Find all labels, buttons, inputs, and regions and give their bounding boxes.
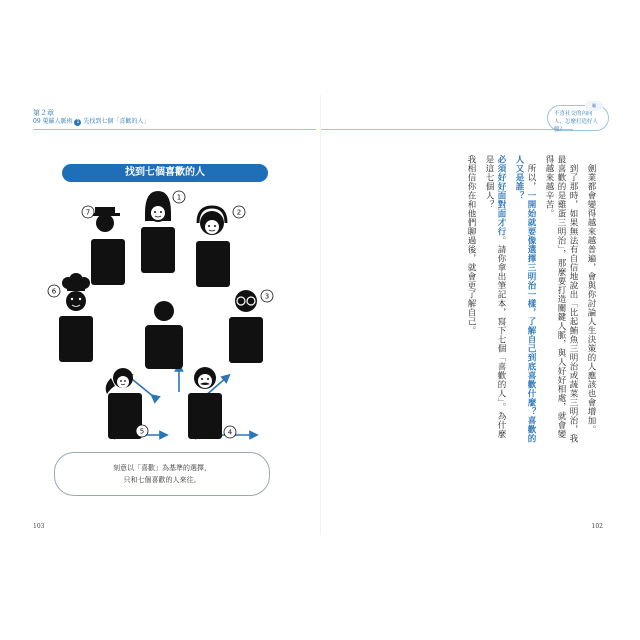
num-6: 6 [51,287,57,296]
body-text-vertical [459,155,597,445]
paragraph-3b [483,155,507,445]
person-2 [196,207,230,287]
p3-suffix: 。請你拿出筆記本，寫下七個「喜歡的人」。為什麼是這七個人？ [484,155,506,439]
num-7: 7 [85,208,91,217]
subtitle-text: 先找到七個「喜歡的人」 [83,118,150,125]
person-4 [188,367,222,439]
p3-prefix: 所以， [526,163,536,191]
paragraph-3 [513,155,537,445]
person-6 [59,273,93,362]
paragraph-4: 我相信你在和他們聊過後，就會更了解自己。 [466,155,476,335]
num-4: 4 [227,428,233,437]
section-number-badge: 1 [76,119,80,125]
caption-line-1: 刻意以「喜歡」為基準的選擇， [113,464,211,472]
page-number-left: 103 [33,523,45,530]
page-number-right: 102 [591,523,603,530]
subtitle-prefix: 09 蒐羅人脈術 [33,118,73,125]
right-page [320,95,617,535]
person-center [145,301,183,369]
p3-highlight-1: 一開始就要像選擇三明治一樣，了解自己到底喜歡什麼？喜歡的人又是誰？ [514,155,536,443]
num-2: 2 [236,208,242,217]
num-5: 5 [139,427,145,436]
chapter-label: 第２章 [33,109,54,117]
paragraph-1: 劍業都會變得越來越普遍，會與你討論人生決策的人應該也會增加。 [586,163,596,434]
header-ear-label: 職 [585,101,603,111]
book-title-bubble: 不喜社交的內向人，怎麼打造好人脈？ [547,105,609,131]
caption-bubble [54,452,270,496]
person-3 [229,290,263,363]
person-7 [90,207,125,285]
num-1: 1 [176,193,182,202]
header-rule-right [321,129,573,130]
person-1 [141,191,175,273]
caption-line-2: 只和七個喜歡的人來往。 [123,476,201,484]
left-page [24,95,316,535]
p3-highlight-2: 必須好好面對面才行 [496,155,506,236]
num-3: 3 [264,292,270,301]
paragraph-2: 到了那時，如果無法有自信地說出「比起鮪魚三明治或蔬菜三明治，我最喜歡的是雞蛋三明治」，那麼要打造關鍵人脈，與人好好相處，就會變得越來越辛苦。 [544,155,578,443]
figures [59,191,263,439]
diagram-title-banner: 找到七個喜歡的人 [62,164,268,182]
